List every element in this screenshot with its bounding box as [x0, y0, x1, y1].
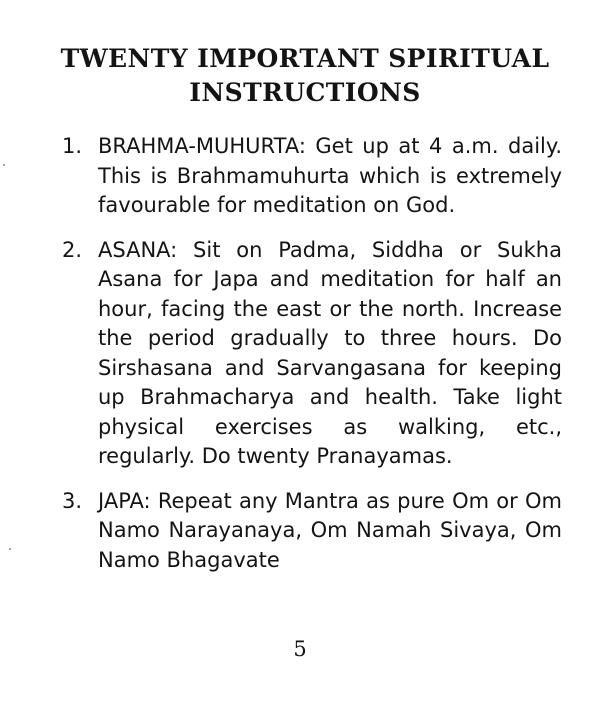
page-title-line-2: INSTRUCTIONS	[189, 78, 421, 107]
instruction-number: 2.	[62, 237, 83, 262]
page-number: 5	[293, 637, 307, 661]
page-title-line-1: TWENTY IMPORTANT SPIRITUAL	[60, 44, 550, 73]
instruction-item	[62, 132, 562, 221]
instruction-item	[62, 236, 562, 472]
instruction-number: 1.	[62, 134, 83, 158]
scan-speck	[9, 548, 11, 550]
instruction-list	[62, 132, 562, 590]
instruction-number: 3.	[62, 488, 83, 513]
scan-speck	[3, 164, 5, 166]
instruction-text: JAPA: Repeat any Mantra as pure Om or Om Namo Narayanaya, Om Namah Sivaya, Om Namo Bhagavate	[98, 488, 562, 572]
instruction-text: BRAHMA-MUHURTA: Get up at 4 a.m. daily. This is Brahmamuhurta which is extremely favourable for meditation on God.	[98, 134, 562, 217]
instruction-item	[62, 487, 562, 576]
instruction-text: ASANA: Sit on Padma, Siddha or Sukha Asana for Japa and meditation for half an hour, facing the east or the north. Increase the period gradually to three hours. Do Sirshasana and Sarvangasana for keeping up Brahmacharya and health. Take light physical exercises as walking, etc., regularly. Do twenty Pranayamas.	[98, 237, 562, 468]
